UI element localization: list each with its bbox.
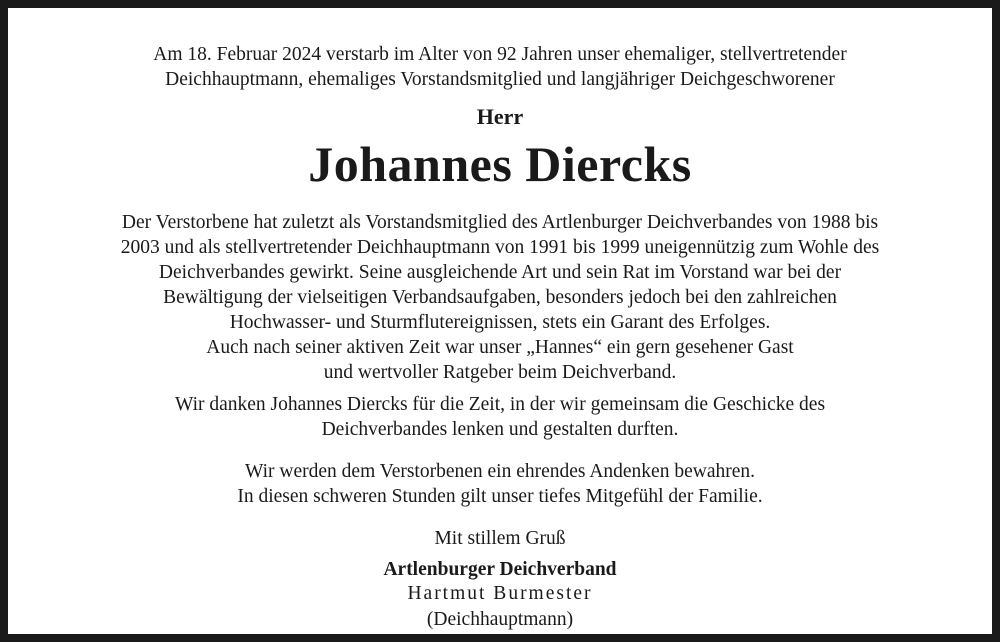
intro-line: Deichhauptmann, ehemaliges Vorstandsmitglied und langjähriger Deichgeschworener: [165, 69, 835, 90]
signer-name: Hartmut Burmester: [407, 583, 593, 604]
tribute-line: Der Verstorbene hat zuletzt als Vorstandsmitglied des Artlenburger Deichverbandes von 1988 bis: [121, 212, 879, 233]
signer-title: (Deichhauptmann): [426, 609, 574, 630]
closing-greeting: Mit stillem Gruß: [434, 528, 566, 549]
tribute-line: Auch nach seiner aktiven Zeit war unser „Hannes“ ein gern gesehener Gast: [206, 337, 794, 358]
salutation: Herr: [476, 104, 524, 129]
tribute-line: Bewältigung der vielseitigen Verbandsaufgaben, besonders jedoch bei den zahlreichen: [163, 287, 837, 308]
deceased-name: Johannes Diercks: [308, 136, 692, 192]
tribute-line: 2003 und als stellvertretender Deichhauptmann von 1991 bis 1999 uneigennützig zum Wohle des: [120, 237, 880, 258]
thanks-line: Wir danken Johannes Diercks für die Zeit, in der wir gemeinsam die Geschicke des: [174, 394, 826, 415]
tribute-line: Hochwasser- und Sturmflutereignissen, stets ein Garant des Erfolges.: [229, 312, 771, 333]
intro-line: Am 18. Februar 2024 verstarb im Alter von 92 Jahren unser ehemaliger, stellvertretender: [153, 44, 847, 65]
remembrance-line: In diesen schweren Stunden gilt unser tiefes Mitgefühl der Familie.: [237, 486, 763, 507]
tribute-line: Deichverbandes gewirkt. Seine ausgleichende Art und sein Rat im Vorstand war bei der: [158, 262, 842, 283]
tribute-line: und wertvoller Ratgeber beim Deichverband.: [323, 362, 677, 383]
remembrance-line: Wir werden dem Verstorbenen ein ehrendes Andenken bewahren.: [245, 461, 755, 482]
thanks-line: Deichverbandes lenken und gestalten durften.: [321, 419, 679, 440]
organization-name: Artlenburger Deichverband: [383, 559, 617, 580]
